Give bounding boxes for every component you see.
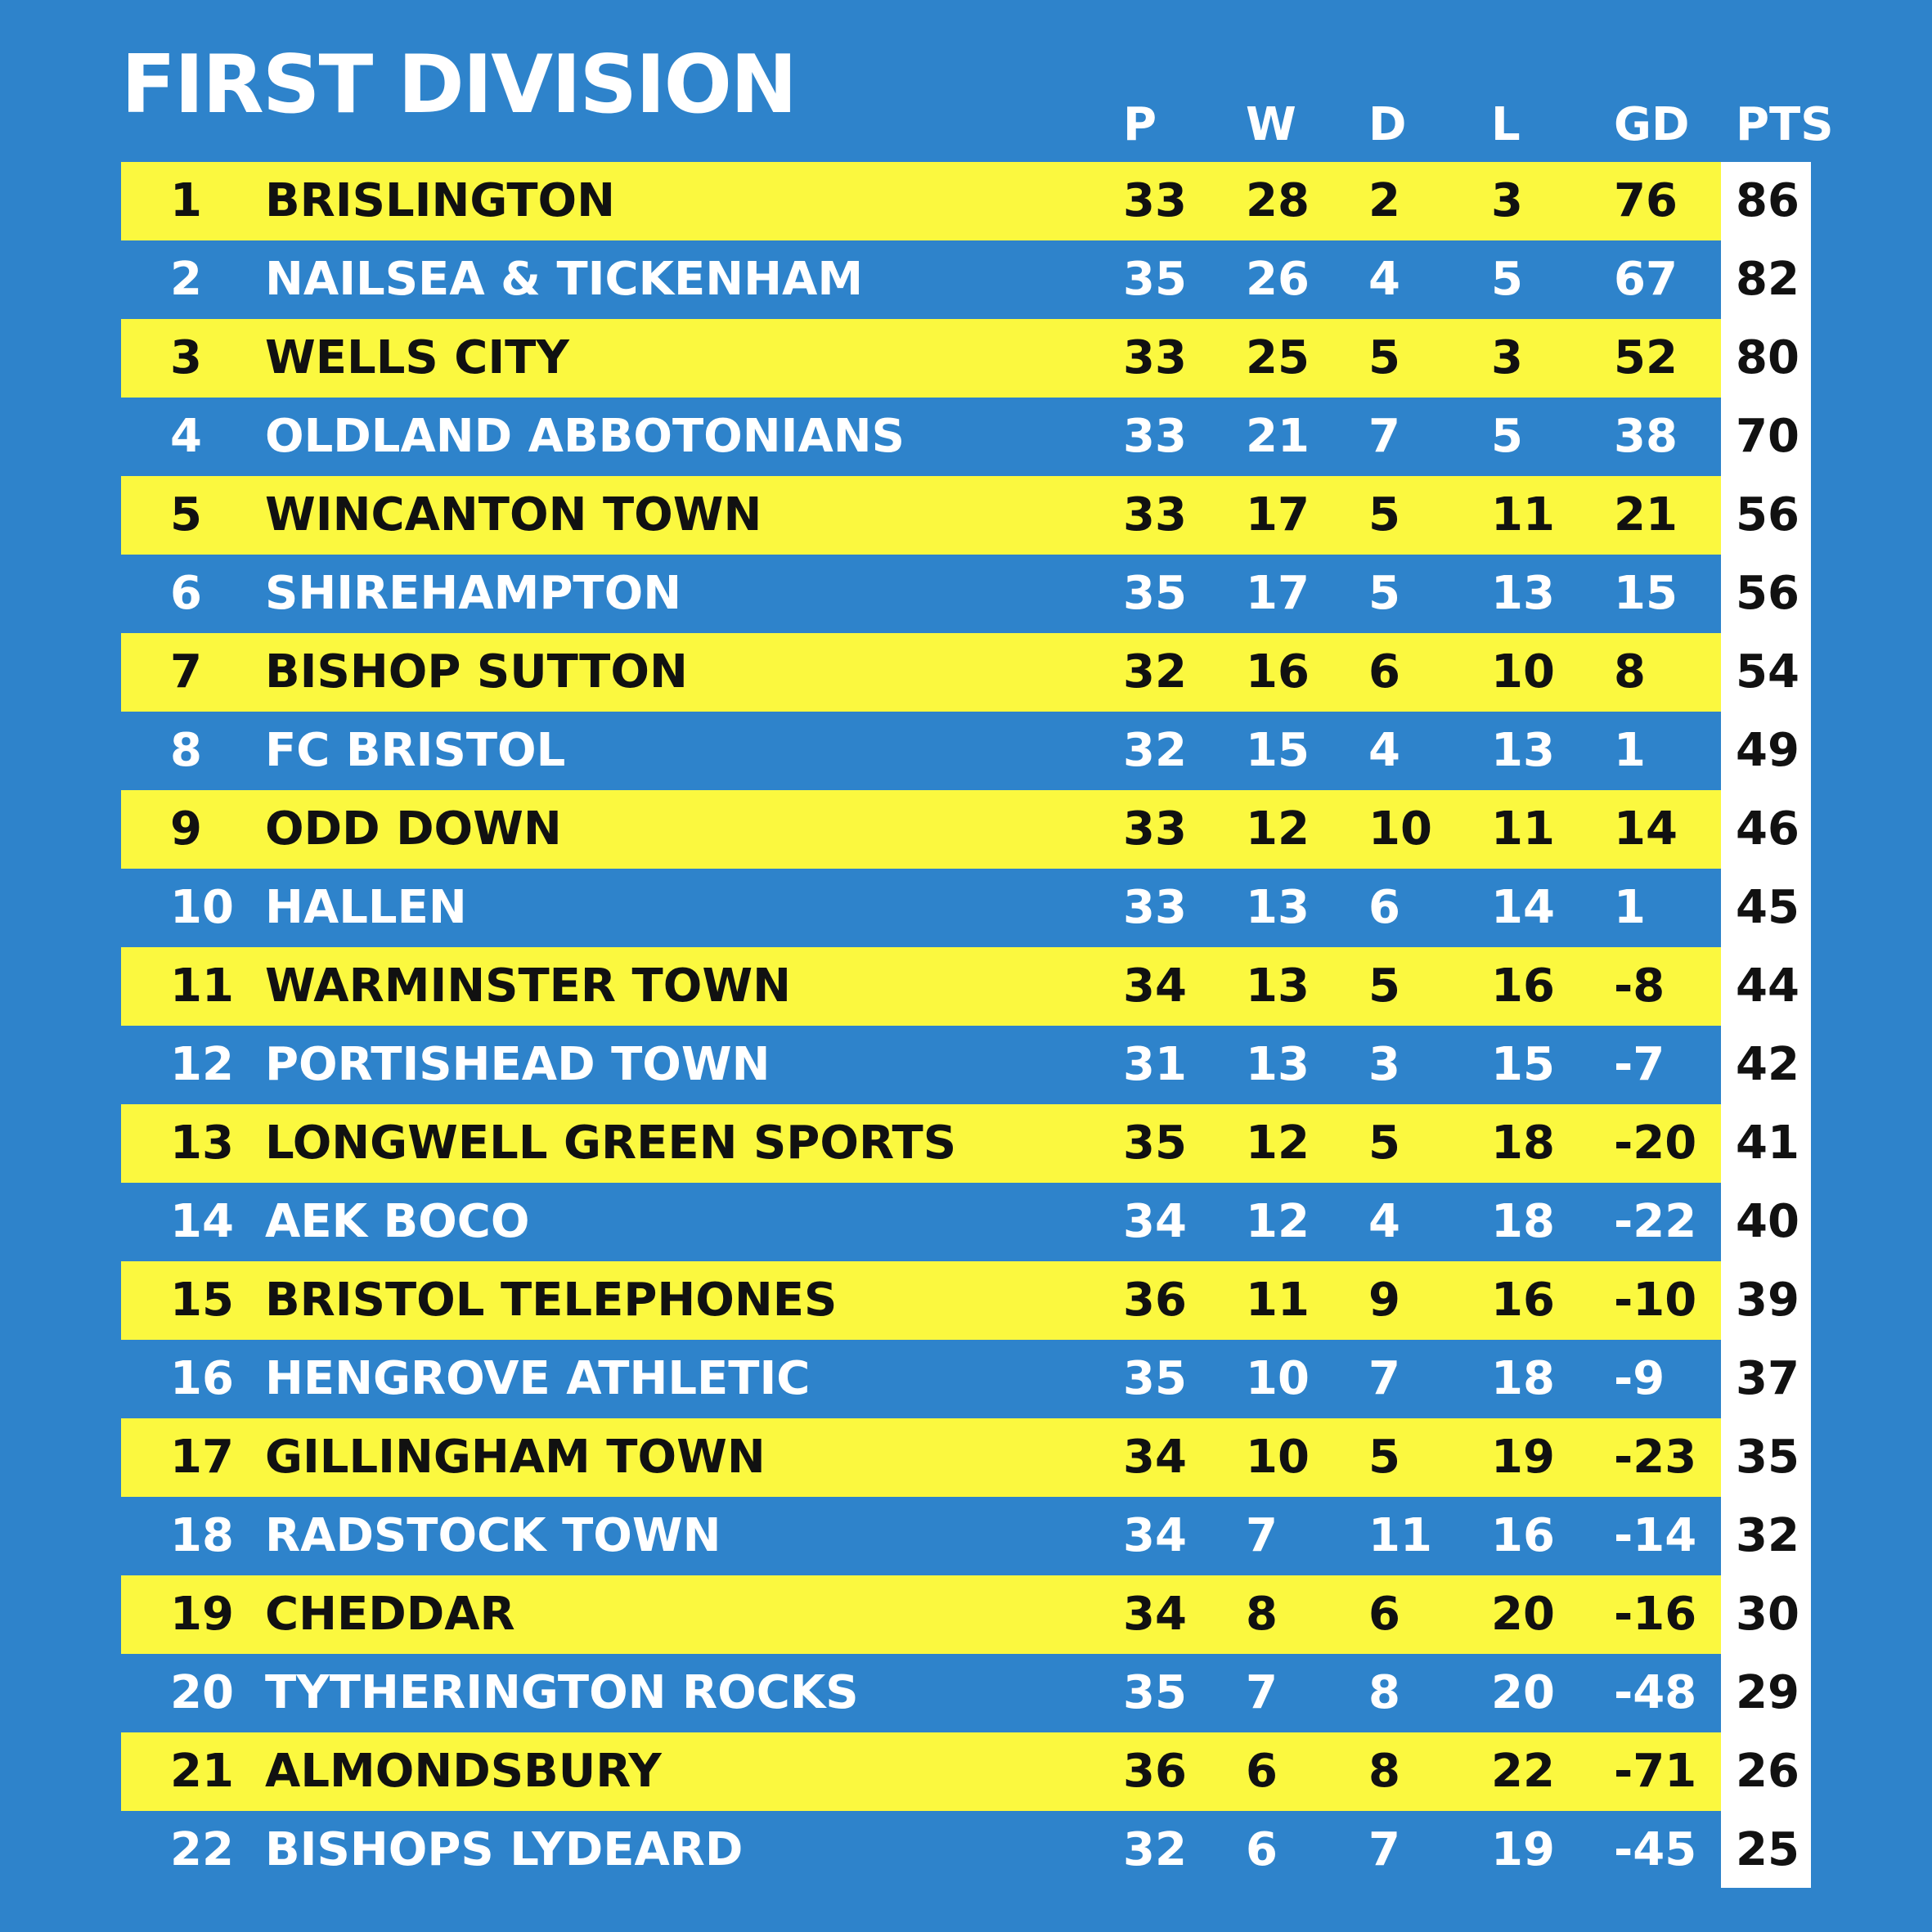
header-lost: L: [1491, 98, 1521, 151]
goal-difference-cell: 1: [1614, 881, 1646, 934]
table-row: [121, 1575, 1799, 1654]
table-row: [121, 1340, 1799, 1418]
table-row: [121, 633, 1799, 712]
team-name-cell: ODD DOWN: [265, 802, 562, 856]
played-cell: 31: [1123, 1038, 1187, 1091]
drawn-cell: 7: [1368, 410, 1400, 463]
drawn-cell: 5: [1368, 959, 1400, 1013]
goal-difference-cell: -22: [1614, 1195, 1697, 1248]
table-row: [121, 1183, 1799, 1261]
points-cell: 32: [1736, 1509, 1799, 1562]
played-cell: 34: [1123, 959, 1187, 1013]
points-cell: 30: [1736, 1588, 1799, 1641]
points-cell: 70: [1736, 410, 1799, 463]
position-cell: 9: [170, 802, 202, 856]
points-cell: 44: [1736, 959, 1799, 1013]
table-row: [121, 947, 1799, 1026]
lost-cell: 3: [1491, 331, 1523, 384]
won-cell: 10: [1246, 1431, 1310, 1484]
drawn-cell: 5: [1368, 567, 1400, 620]
position-cell: 16: [170, 1352, 234, 1405]
position-cell: 14: [170, 1195, 234, 1248]
played-cell: 36: [1123, 1745, 1187, 1798]
won-cell: 6: [1246, 1823, 1278, 1876]
drawn-cell: 6: [1368, 645, 1400, 699]
points-cell: 39: [1736, 1274, 1799, 1327]
team-name-cell: GILLINGHAM TOWN: [265, 1431, 766, 1484]
drawn-cell: 7: [1368, 1823, 1400, 1876]
team-name-cell: PORTISHEAD TOWN: [265, 1038, 771, 1091]
points-cell: 56: [1736, 567, 1799, 620]
lost-cell: 16: [1491, 1509, 1555, 1562]
page-title: FIRST DIVISION: [121, 38, 796, 132]
position-cell: 4: [170, 410, 202, 463]
won-cell: 25: [1246, 331, 1310, 384]
played-cell: 33: [1123, 331, 1187, 384]
points-cell: 80: [1736, 331, 1799, 384]
drawn-cell: 10: [1368, 802, 1432, 856]
position-cell: 17: [170, 1431, 234, 1484]
team-name-cell: WINCANTON TOWN: [265, 488, 762, 541]
team-name-cell: HALLEN: [265, 881, 467, 934]
table-row: [121, 790, 1799, 869]
lost-cell: 13: [1491, 724, 1555, 777]
points-cell: 26: [1736, 1745, 1799, 1798]
team-name-cell: OLDLAND ABBOTONIANS: [265, 410, 905, 463]
played-cell: 35: [1123, 1117, 1187, 1170]
played-cell: 35: [1123, 1352, 1187, 1405]
header-drawn: D: [1368, 98, 1407, 151]
goal-difference-cell: -20: [1614, 1117, 1697, 1170]
played-cell: 35: [1123, 253, 1187, 306]
won-cell: 11: [1246, 1274, 1310, 1327]
team-name-cell: BRISLINGTON: [265, 174, 616, 227]
won-cell: 7: [1246, 1666, 1278, 1719]
lost-cell: 18: [1491, 1117, 1555, 1170]
points-cell: 82: [1736, 253, 1799, 306]
lost-cell: 18: [1491, 1195, 1555, 1248]
table-row: [121, 1261, 1799, 1340]
lost-cell: 15: [1491, 1038, 1555, 1091]
table-row: [121, 1418, 1799, 1497]
points-cell: 35: [1736, 1431, 1799, 1484]
played-cell: 32: [1123, 724, 1187, 777]
won-cell: 6: [1246, 1745, 1278, 1798]
points-cell: 86: [1736, 174, 1799, 227]
lost-cell: 11: [1491, 488, 1555, 541]
lost-cell: 5: [1491, 410, 1523, 463]
table-row: [121, 1811, 1799, 1889]
table-row: [121, 476, 1799, 555]
table-row: [121, 1497, 1799, 1575]
won-cell: 26: [1246, 253, 1310, 306]
points-cell: 37: [1736, 1352, 1799, 1405]
goal-difference-cell: -16: [1614, 1588, 1697, 1641]
lost-cell: 19: [1491, 1823, 1555, 1876]
played-cell: 33: [1123, 488, 1187, 541]
header-points: PTS: [1736, 98, 1834, 151]
drawn-cell: 8: [1368, 1745, 1400, 1798]
points-cell: 25: [1736, 1823, 1799, 1876]
lost-cell: 14: [1491, 881, 1555, 934]
won-cell: 15: [1246, 724, 1310, 777]
played-cell: 33: [1123, 410, 1187, 463]
goal-difference-cell: -8: [1614, 959, 1665, 1013]
position-cell: 6: [170, 567, 202, 620]
points-cell: 49: [1736, 724, 1799, 777]
team-name-cell: BRISTOL TELEPHONES: [265, 1274, 838, 1327]
lost-cell: 19: [1491, 1431, 1555, 1484]
table-row: [121, 1026, 1799, 1104]
lost-cell: 13: [1491, 567, 1555, 620]
won-cell: 16: [1246, 645, 1310, 699]
won-cell: 12: [1246, 1117, 1310, 1170]
points-cell: 40: [1736, 1195, 1799, 1248]
lost-cell: 22: [1491, 1745, 1555, 1798]
goal-difference-cell: 52: [1614, 331, 1678, 384]
lost-cell: 20: [1491, 1588, 1555, 1641]
goal-difference-cell: 15: [1614, 567, 1678, 620]
team-name-cell: SHIREHAMPTON: [265, 567, 682, 620]
position-cell: 18: [170, 1509, 234, 1562]
drawn-cell: 5: [1368, 331, 1400, 384]
goal-difference-cell: -9: [1614, 1352, 1665, 1405]
table-row: [121, 319, 1799, 398]
won-cell: 17: [1246, 488, 1310, 541]
drawn-cell: 6: [1368, 1588, 1400, 1641]
drawn-cell: 11: [1368, 1509, 1432, 1562]
team-name-cell: NAILSEA & TICKENHAM: [265, 253, 864, 306]
drawn-cell: 4: [1368, 253, 1400, 306]
team-name-cell: CHEDDAR: [265, 1588, 515, 1641]
position-cell: 15: [170, 1274, 234, 1327]
points-cell: 56: [1736, 488, 1799, 541]
played-cell: 35: [1123, 1666, 1187, 1719]
lost-cell: 20: [1491, 1666, 1555, 1719]
won-cell: 13: [1246, 1038, 1310, 1091]
team-name-cell: BISHOPS LYDEARD: [265, 1823, 744, 1876]
lost-cell: 3: [1491, 174, 1523, 227]
table-row: [121, 1732, 1799, 1811]
position-cell: 1: [170, 174, 202, 227]
goal-difference-cell: 38: [1614, 410, 1678, 463]
won-cell: 12: [1246, 802, 1310, 856]
position-cell: 12: [170, 1038, 234, 1091]
played-cell: 32: [1123, 645, 1187, 699]
position-cell: 19: [170, 1588, 234, 1641]
lost-cell: 5: [1491, 253, 1523, 306]
goal-difference-cell: 67: [1614, 253, 1678, 306]
team-name-cell: AEK BOCO: [265, 1195, 530, 1248]
table-row: [121, 398, 1799, 476]
position-cell: 2: [170, 253, 202, 306]
position-cell: 7: [170, 645, 202, 699]
goal-difference-cell: -7: [1614, 1038, 1665, 1091]
won-cell: 28: [1246, 174, 1310, 227]
points-cell: 45: [1736, 881, 1799, 934]
drawn-cell: 2: [1368, 174, 1400, 227]
drawn-cell: 3: [1368, 1038, 1400, 1091]
played-cell: 34: [1123, 1588, 1187, 1641]
goal-difference-cell: 21: [1614, 488, 1678, 541]
played-cell: 36: [1123, 1274, 1187, 1327]
position-cell: 10: [170, 881, 234, 934]
won-cell: 12: [1246, 1195, 1310, 1248]
drawn-cell: 5: [1368, 1117, 1400, 1170]
lost-cell: 16: [1491, 1274, 1555, 1327]
table-row: [121, 869, 1799, 947]
team-name-cell: FC BRISTOL: [265, 724, 566, 777]
goal-difference-cell: -14: [1614, 1509, 1697, 1562]
table-row: [121, 712, 1799, 790]
played-cell: 34: [1123, 1431, 1187, 1484]
team-name-cell: LONGWELL GREEN SPORTS: [265, 1117, 957, 1170]
points-cell: 54: [1736, 645, 1799, 699]
position-cell: 5: [170, 488, 202, 541]
position-cell: 3: [170, 331, 202, 384]
points-cell: 46: [1736, 802, 1799, 856]
goal-difference-cell: 1: [1614, 724, 1646, 777]
played-cell: 33: [1123, 174, 1187, 227]
played-cell: 32: [1123, 1823, 1187, 1876]
played-cell: 33: [1123, 802, 1187, 856]
table-row: [121, 1104, 1799, 1183]
points-cell: 41: [1736, 1117, 1799, 1170]
team-name-cell: RADSTOCK TOWN: [265, 1509, 721, 1562]
position-cell: 21: [170, 1745, 234, 1798]
header-won: W: [1246, 98, 1296, 151]
team-name-cell: WARMINSTER TOWN: [265, 959, 791, 1013]
drawn-cell: 8: [1368, 1666, 1400, 1719]
won-cell: 17: [1246, 567, 1310, 620]
position-cell: 8: [170, 724, 202, 777]
lost-cell: 11: [1491, 802, 1555, 856]
won-cell: 8: [1246, 1588, 1278, 1641]
played-cell: 34: [1123, 1195, 1187, 1248]
lost-cell: 10: [1491, 645, 1555, 699]
table-row: [121, 162, 1799, 240]
lost-cell: 16: [1491, 959, 1555, 1013]
won-cell: 10: [1246, 1352, 1310, 1405]
won-cell: 21: [1246, 410, 1310, 463]
goal-difference-cell: 76: [1614, 174, 1678, 227]
won-cell: 7: [1246, 1509, 1278, 1562]
goal-difference-cell: 8: [1614, 645, 1646, 699]
table-row: [121, 1654, 1799, 1732]
goal-difference-cell: 14: [1614, 802, 1678, 856]
table-row: [121, 555, 1799, 633]
team-name-cell: BISHOP SUTTON: [265, 645, 688, 699]
position-cell: 11: [170, 959, 234, 1013]
drawn-cell: 4: [1368, 1195, 1400, 1248]
team-name-cell: HENGROVE ATHLETIC: [265, 1352, 811, 1405]
header-played: P: [1123, 98, 1157, 151]
team-name-cell: ALMONDSBURY: [265, 1745, 662, 1798]
played-cell: 35: [1123, 567, 1187, 620]
played-cell: 34: [1123, 1509, 1187, 1562]
goal-difference-cell: -45: [1614, 1823, 1697, 1876]
drawn-cell: 7: [1368, 1352, 1400, 1405]
won-cell: 13: [1246, 881, 1310, 934]
drawn-cell: 4: [1368, 724, 1400, 777]
team-name-cell: WELLS CITY: [265, 331, 569, 384]
points-cell: 29: [1736, 1666, 1799, 1719]
drawn-cell: 5: [1368, 1431, 1400, 1484]
points-cell: 42: [1736, 1038, 1799, 1091]
lost-cell: 18: [1491, 1352, 1555, 1405]
drawn-cell: 5: [1368, 488, 1400, 541]
table-row: [121, 240, 1799, 319]
drawn-cell: 6: [1368, 881, 1400, 934]
goal-difference-cell: -23: [1614, 1431, 1697, 1484]
played-cell: 33: [1123, 881, 1187, 934]
goal-difference-cell: -48: [1614, 1666, 1697, 1719]
position-cell: 13: [170, 1117, 234, 1170]
header-goal-difference: GD: [1614, 98, 1690, 151]
goal-difference-cell: -71: [1614, 1745, 1697, 1798]
team-name-cell: TYTHERINGTON ROCKS: [265, 1666, 859, 1719]
position-cell: 20: [170, 1666, 234, 1719]
won-cell: 13: [1246, 959, 1310, 1013]
position-cell: 22: [170, 1823, 234, 1876]
goal-difference-cell: -10: [1614, 1274, 1697, 1327]
drawn-cell: 9: [1368, 1274, 1400, 1327]
